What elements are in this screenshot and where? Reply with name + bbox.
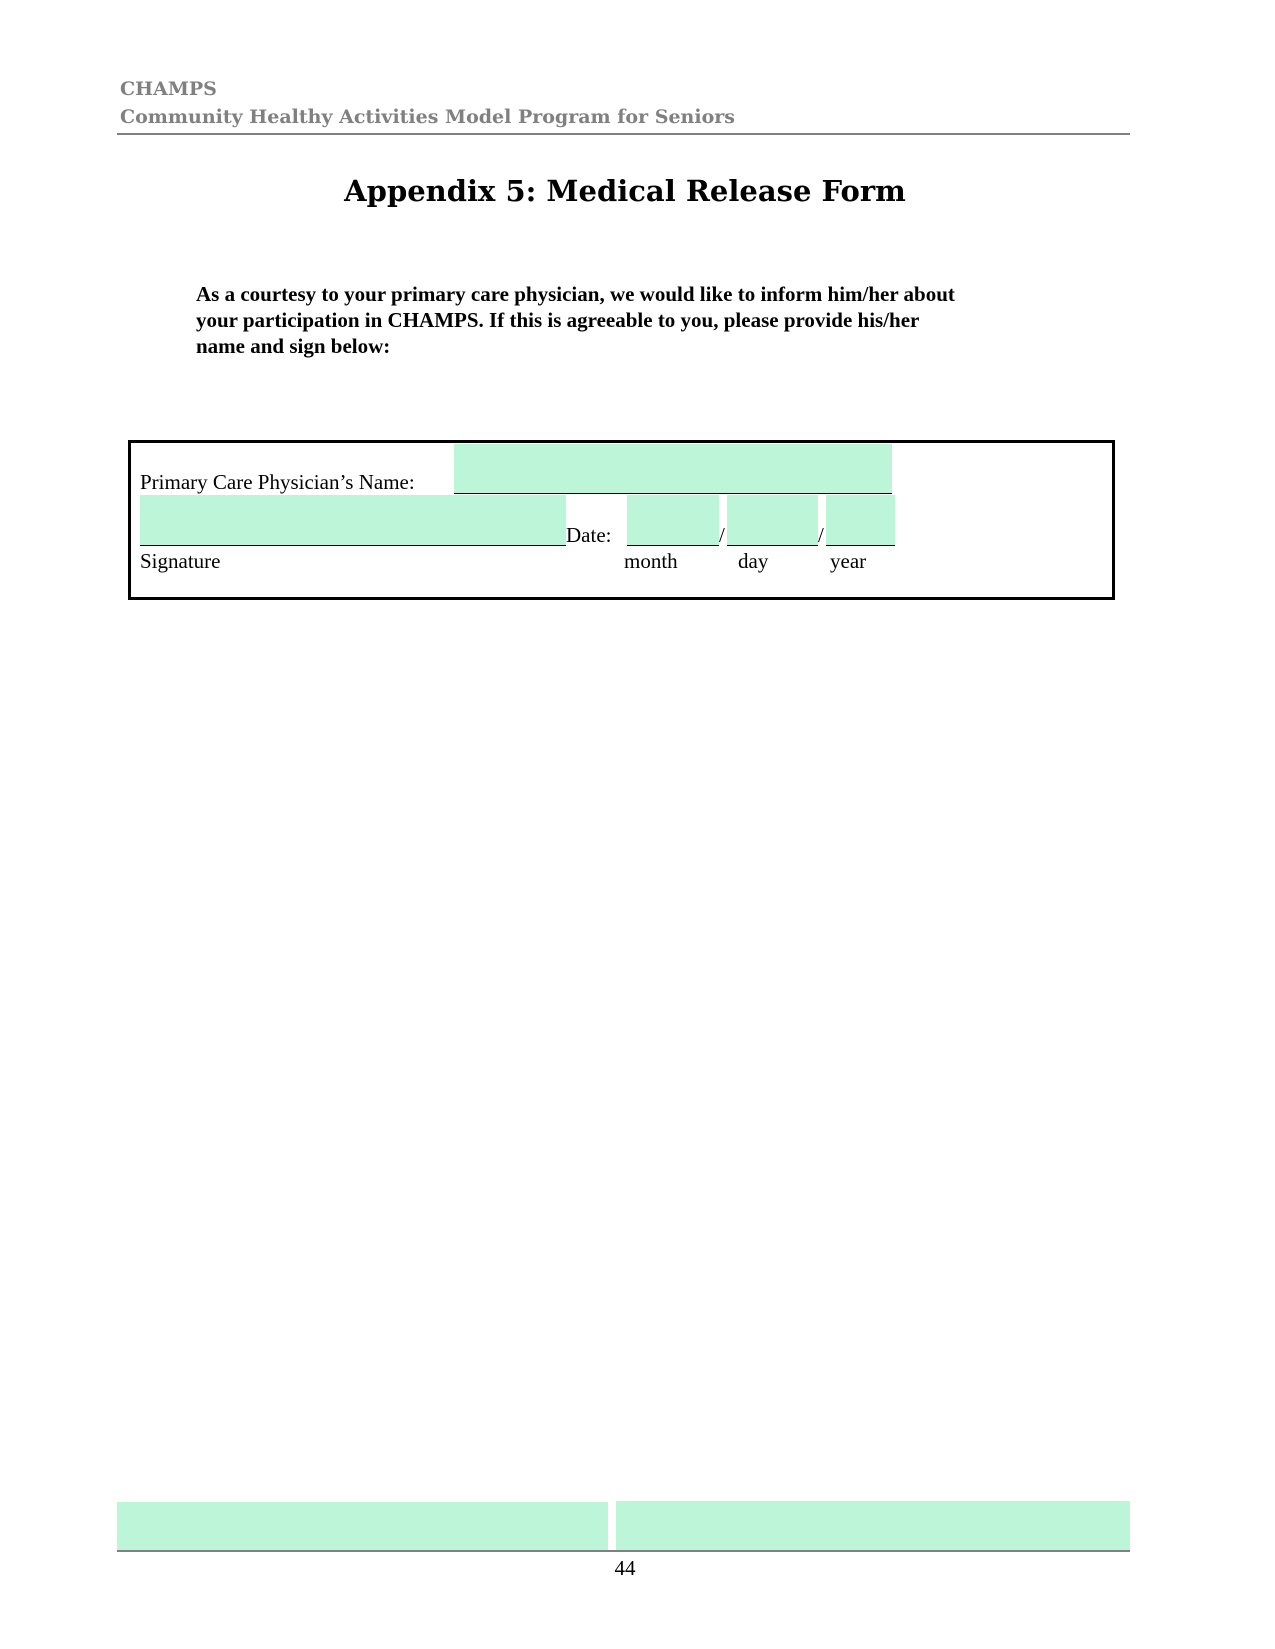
intro-line: As a courtesy to your primary care physician, we would like to inform him/her about xyxy=(196,282,955,306)
page-number: 44 xyxy=(614,1556,636,1580)
intro-line: your participation in CHAMPS. If this is agreeable to you, please provide his/her xyxy=(196,308,920,332)
date-separator: / xyxy=(818,523,824,547)
day-label: day xyxy=(738,549,769,573)
date-year-field[interactable] xyxy=(826,495,895,545)
footer-left-field[interactable] xyxy=(117,1502,608,1550)
header-program-acronym: CHAMPS xyxy=(120,78,217,100)
page-title: Appendix 5: Medical Release Form xyxy=(344,174,906,208)
date-label: Date: xyxy=(566,523,612,547)
signature-field[interactable] xyxy=(140,495,566,545)
signature-underline xyxy=(140,545,566,546)
header-program-name: Community Healthy Activities Model Program for Seniors xyxy=(120,106,735,128)
date-day-field[interactable] xyxy=(727,495,818,545)
header-divider xyxy=(117,133,1130,135)
signature-label: Signature xyxy=(140,549,221,573)
month-label: month xyxy=(624,549,678,573)
physician-name-label: Primary Care Physician’s Name: xyxy=(140,470,415,494)
physician-name-underline xyxy=(454,493,892,494)
physician-name-field[interactable] xyxy=(454,444,892,493)
intro-paragraph xyxy=(196,281,955,359)
intro-line: name and sign below: xyxy=(196,334,391,358)
footer-divider xyxy=(117,1550,1130,1552)
date-separator: / xyxy=(719,523,725,547)
date-month-underline xyxy=(627,545,719,546)
year-label: year xyxy=(830,549,867,573)
date-year-underline xyxy=(826,545,895,546)
footer-right-field[interactable] xyxy=(616,1501,1130,1550)
date-month-field[interactable] xyxy=(627,495,719,545)
date-day-underline xyxy=(727,545,818,546)
